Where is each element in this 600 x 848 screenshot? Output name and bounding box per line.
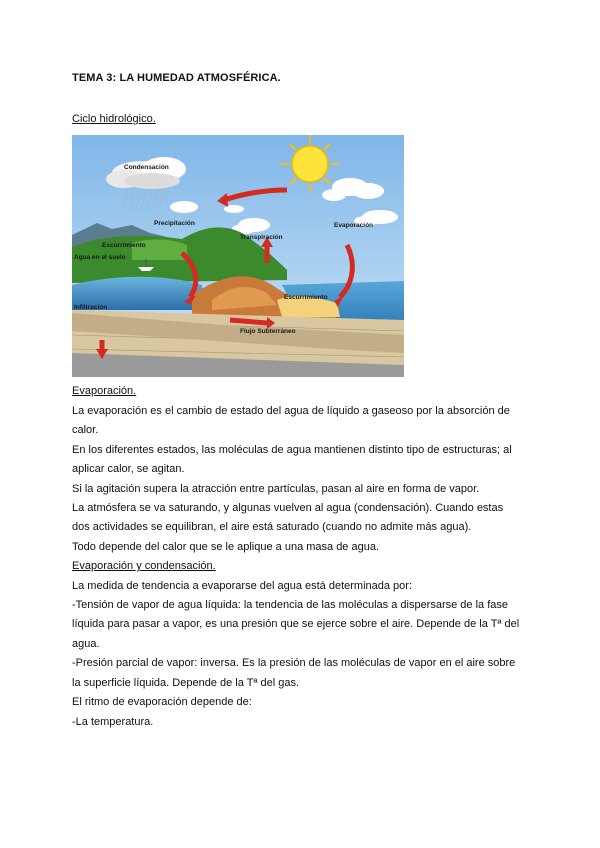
text-line: La atmósfera se va saturando, y algunas vuelven al agua (condensación). Cuando estas bbox=[72, 502, 504, 515]
text-line: -La temperatura. bbox=[72, 715, 154, 728]
text-line: La medida de tendencia a evaporarse del agua está determinada por: bbox=[72, 579, 413, 592]
text-line: -Presión parcial de vapor: inversa. Es la presión de las moléculas de vapor en el aire sobre bbox=[72, 657, 516, 670]
text-line: La evaporación es el cambio de estado del agua de líquido a gaseoso por la absorción de bbox=[72, 405, 510, 417]
page-title: TEMA 3: LA HUMEDAD ATMOSFÉRICA. bbox=[72, 72, 281, 84]
section-heading-evap-cond: Evaporación y condensación. bbox=[72, 560, 216, 573]
label-agua-suelo: Agua en el suelo bbox=[74, 254, 126, 261]
label-escurrimiento-bottom: Escurrimiento bbox=[284, 294, 328, 301]
text-line: Todo depende del calor que se le aplique a una masa de agua. bbox=[72, 540, 380, 553]
section-heading-evaporacion: Evaporación. bbox=[72, 385, 137, 397]
text-line: El ritmo de evaporación depende de: bbox=[72, 696, 252, 709]
label-evaporacion: Evaporación bbox=[334, 222, 374, 229]
text-line: aplicar calor, se agitan. bbox=[72, 463, 185, 476]
paragraph-evaporacion bbox=[72, 402, 532, 732]
label-infiltracion: Infiltración bbox=[74, 304, 108, 311]
text-line: Si la agitación supera la atracción entre partículas, pasan al aire en forma de vapor. bbox=[72, 482, 480, 495]
text-line: dos actividades se equilibran, el aire está saturado (cuando no admite más agua). bbox=[72, 521, 472, 534]
text-line: -Tensión de vapor de agua líquida: la tendencia de las moléculas a dispersarse de la fase bbox=[72, 599, 508, 612]
section-heading-cycle: Ciclo hidrológico. bbox=[72, 113, 156, 125]
label-transpiracion: Transpiración bbox=[240, 234, 283, 241]
text-line: agua. bbox=[72, 637, 100, 650]
water-cycle-illustration bbox=[72, 135, 404, 377]
water-cycle-diagram bbox=[72, 135, 404, 377]
text-line: líquida para pasar a vapor, es una presión que se ejerce sobre el aire. Depende de la Tª del bbox=[72, 618, 520, 631]
text-line: En los diferentes estados, las moléculas de agua mantienen distinto tipo de estructuras; al bbox=[72, 443, 512, 456]
label-precipitacion: Precipitación bbox=[154, 220, 195, 227]
label-flujo-subterraneo: Flujo Subterráneo bbox=[240, 328, 296, 335]
label-condensacion: Condensación bbox=[124, 164, 169, 171]
text-line: la superficie líquida. Depende de la Tª del gas. bbox=[72, 676, 300, 689]
text-line: calor. bbox=[72, 424, 99, 437]
label-escurrimiento-top: Escurrimiento bbox=[102, 242, 146, 249]
